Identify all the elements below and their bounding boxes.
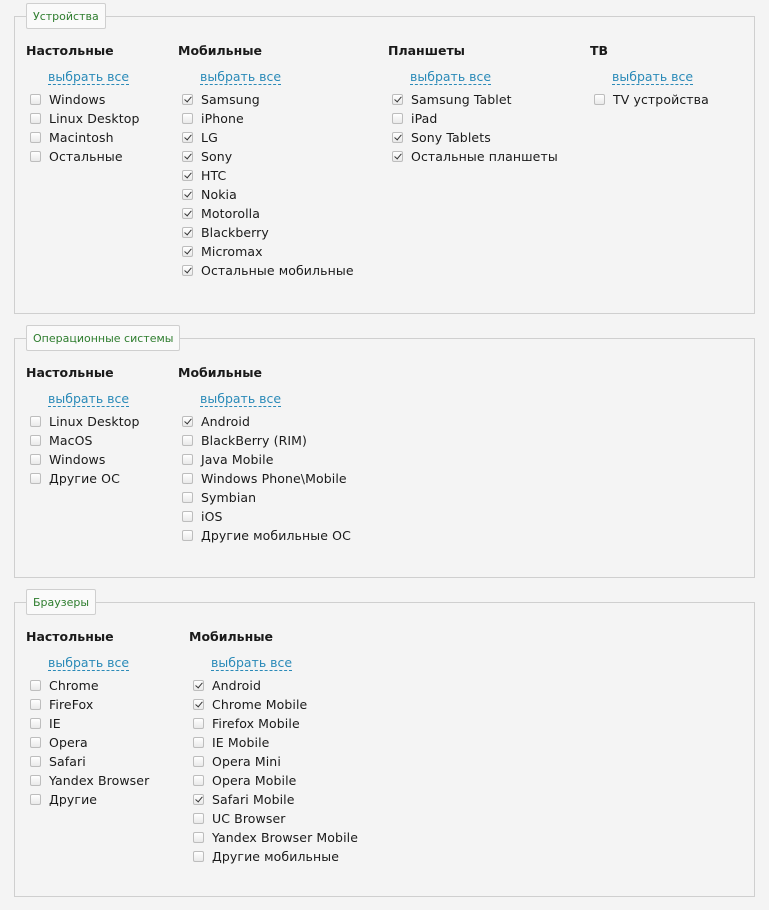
checkbox-unchecked[interactable]: [30, 132, 41, 143]
checkbox-item-другие-ос[interactable]: [30, 469, 140, 488]
checkbox-item-windows[interactable]: [30, 450, 140, 469]
checkbox-item-chrome[interactable]: [30, 676, 149, 695]
checkbox-item-windows[interactable]: [30, 90, 140, 109]
checkbox-unchecked[interactable]: [182, 435, 193, 446]
checkbox-item-safari[interactable]: [30, 752, 149, 771]
checkbox-label: MacOS: [49, 433, 93, 448]
checkbox-checked[interactable]: [182, 189, 193, 200]
checkbox-checked[interactable]: [193, 680, 204, 691]
checkbox-label: UC Browser: [212, 811, 286, 826]
checkbox-unchecked[interactable]: [30, 775, 41, 786]
checkbox-item-другие-мобильные[interactable]: [193, 847, 358, 866]
os-fieldset: [14, 332, 755, 578]
checkbox-item-linux-desktop[interactable]: [30, 412, 140, 431]
checkbox-label: Opera Mini: [212, 754, 281, 769]
checkbox-item-java-mobile[interactable]: [182, 450, 351, 469]
checkbox-label: Samsung: [201, 92, 260, 107]
checkbox-item-другие-мобильные-ос[interactable]: [182, 526, 351, 545]
select-all-link[interactable]: выбрать все: [410, 69, 492, 84]
select-all-link[interactable]: выбрать все: [200, 391, 282, 406]
os-legend: Операционные системы: [26, 325, 180, 351]
devices-legend: Устройства: [26, 3, 106, 29]
checkbox-checked[interactable]: [182, 94, 193, 105]
checkbox-label: Opera: [49, 735, 88, 750]
column-title: Мобильные: [189, 629, 273, 644]
checkbox-item-opera-mobile[interactable]: [193, 771, 358, 790]
checkbox-unchecked[interactable]: [594, 94, 605, 105]
checkbox-unchecked[interactable]: [193, 832, 204, 843]
checkbox-label: Другие ОС: [49, 471, 120, 486]
checkbox-item-android[interactable]: [193, 676, 358, 695]
column-title: Настольные: [26, 629, 114, 644]
checkbox-checked[interactable]: [182, 151, 193, 162]
checkbox-label: Остальные: [49, 149, 123, 164]
checkbox-label: Windows Phone\Mobile: [201, 471, 347, 486]
checkbox-label: FireFox: [49, 697, 94, 712]
column-title: Планшеты: [388, 43, 465, 58]
column-title: ТВ: [590, 43, 609, 58]
checkbox-label: Java Mobile: [201, 452, 274, 467]
checkbox-unchecked[interactable]: [30, 454, 41, 465]
checkbox-item-windows-phone-mobile[interactable]: [182, 469, 351, 488]
select-all-link[interactable]: выбрать все: [48, 391, 130, 406]
checkbox-item-macos[interactable]: [30, 431, 140, 450]
checkbox-unchecked[interactable]: [193, 718, 204, 729]
checkbox-item-motorolla[interactable]: [182, 204, 354, 223]
select-all-link[interactable]: выбрать все: [200, 69, 282, 84]
checkbox-label: Остальные планшеты: [411, 149, 558, 164]
checkbox-label: Opera Mobile: [212, 773, 297, 788]
checkbox-unchecked[interactable]: [30, 680, 41, 691]
checkbox-item-linux-desktop[interactable]: [30, 109, 140, 128]
checkbox-checked[interactable]: [182, 227, 193, 238]
checkbox-unchecked[interactable]: [193, 813, 204, 824]
checkbox-item-macintosh[interactable]: [30, 128, 140, 147]
checkbox-label: Macintosh: [49, 130, 114, 145]
checkbox-label: Linux Desktop: [49, 414, 140, 429]
checkbox-item-htc[interactable]: [182, 166, 354, 185]
checkbox-label: Yandex Browser Mobile: [212, 830, 359, 845]
checkbox-item-blackberry-rim[interactable]: [182, 431, 351, 450]
checkbox-list: [182, 412, 351, 545]
checkbox-list: [30, 676, 149, 809]
checkbox-item-firefox[interactable]: [30, 695, 149, 714]
checkbox-unchecked[interactable]: [193, 851, 204, 862]
checkbox-list: [594, 90, 709, 109]
checkbox-item-yandex-browser-mobile[interactable]: [193, 828, 358, 847]
checkbox-item-firefox-mobile[interactable]: [193, 714, 358, 733]
checkbox-checked[interactable]: [193, 794, 204, 805]
checkbox-checked[interactable]: [193, 699, 204, 710]
checkbox-item-symbian[interactable]: [182, 488, 351, 507]
checkbox-item-ipad[interactable]: [392, 109, 558, 128]
checkbox-item-tv-устройства[interactable]: [594, 90, 709, 109]
checkbox-checked[interactable]: [182, 265, 193, 276]
checkbox-checked[interactable]: [182, 170, 193, 181]
checkbox-list: [30, 90, 140, 166]
checkbox-unchecked[interactable]: [193, 775, 204, 786]
checkbox-item-android[interactable]: [182, 412, 351, 431]
checkbox-list: [193, 676, 358, 866]
browsers-legend: Браузеры: [26, 589, 96, 615]
checkbox-label: iOS: [201, 509, 223, 524]
checkbox-checked[interactable]: [182, 246, 193, 257]
checkbox-checked[interactable]: [182, 208, 193, 219]
checkbox-unchecked[interactable]: [182, 492, 193, 503]
devices-fieldset: [14, 10, 755, 314]
checkbox-unchecked[interactable]: [30, 473, 41, 484]
checkbox-label: Symbian: [201, 490, 257, 505]
checkbox-label: Safari Mobile: [212, 792, 295, 807]
checkbox-checked[interactable]: [392, 94, 403, 105]
checkbox-unchecked[interactable]: [30, 718, 41, 729]
checkbox-unchecked[interactable]: [30, 435, 41, 446]
checkbox-item-micromax[interactable]: [182, 242, 354, 261]
checkbox-item-ie-mobile[interactable]: [193, 733, 358, 752]
checkbox-label: Chrome: [49, 678, 99, 693]
checkbox-label: Windows: [49, 92, 106, 107]
checkbox-item-sony[interactable]: [182, 147, 354, 166]
checkbox-label: BlackBerry (RIM): [201, 433, 308, 448]
checkbox-label: Nokia: [201, 187, 237, 202]
column-title: Настольные: [26, 43, 114, 58]
checkbox-item-nokia[interactable]: [182, 185, 354, 204]
checkbox-list: [392, 90, 558, 166]
checkbox-label: Другие: [49, 792, 98, 807]
checkbox-label: Motorolla: [201, 206, 260, 221]
checkbox-unchecked[interactable]: [182, 454, 193, 465]
checkbox-unchecked[interactable]: [30, 756, 41, 767]
checkbox-unchecked[interactable]: [30, 737, 41, 748]
checkbox-item-blackberry[interactable]: [182, 223, 354, 242]
checkbox-unchecked[interactable]: [193, 756, 204, 767]
checkbox-unchecked[interactable]: [182, 473, 193, 484]
browsers-fieldset: [14, 596, 755, 897]
checkbox-item-uc-browser[interactable]: [193, 809, 358, 828]
checkbox-list: [182, 90, 354, 280]
checkbox-item-sony-tablets[interactable]: [392, 128, 558, 147]
checkbox-label: Android: [201, 414, 251, 429]
checkbox-unchecked[interactable]: [193, 737, 204, 748]
checkbox-unchecked[interactable]: [392, 113, 403, 124]
checkbox-checked[interactable]: [182, 416, 193, 427]
checkbox-checked[interactable]: [182, 132, 193, 143]
select-all-link[interactable]: выбрать все: [211, 655, 293, 670]
column-title: Мобильные: [178, 43, 262, 58]
checkbox-item-lg[interactable]: [182, 128, 354, 147]
checkbox-label: Другие мобильные: [212, 849, 340, 864]
checkbox-label: iPad: [411, 111, 438, 126]
checkbox-label: Остальные мобильные: [201, 263, 354, 278]
checkbox-checked[interactable]: [392, 132, 403, 143]
checkbox-item-samsung-tablet[interactable]: [392, 90, 558, 109]
checkbox-item-samsung[interactable]: [182, 90, 354, 109]
checkbox-unchecked[interactable]: [182, 511, 193, 522]
checkbox-unchecked[interactable]: [30, 699, 41, 710]
checkbox-item-chrome-mobile[interactable]: [193, 695, 358, 714]
checkbox-item-opera[interactable]: [30, 733, 149, 752]
checkbox-unchecked[interactable]: [30, 416, 41, 427]
checkbox-label: Micromax: [201, 244, 263, 259]
checkbox-unchecked[interactable]: [30, 151, 41, 162]
checkbox-label: IE Mobile: [212, 735, 270, 750]
checkbox-item-другие[interactable]: [30, 790, 149, 809]
checkbox-unchecked[interactable]: [30, 94, 41, 105]
checkbox-label: Sony: [201, 149, 233, 164]
checkbox-checked[interactable]: [392, 151, 403, 162]
checkbox-unchecked[interactable]: [182, 530, 193, 541]
column-title: Настольные: [26, 365, 114, 380]
checkbox-label: Другие мобильные ОС: [201, 528, 351, 543]
checkbox-label: IE: [49, 716, 61, 731]
checkbox-label: iPhone: [201, 111, 244, 126]
checkbox-list: [30, 412, 140, 488]
checkbox-label: Safari: [49, 754, 86, 769]
checkbox-label: Windows: [49, 452, 106, 467]
checkbox-item-iphone[interactable]: [182, 109, 354, 128]
checkbox-label: Yandex Browser: [49, 773, 150, 788]
checkbox-label: Blackberry: [201, 225, 269, 240]
select-all-link[interactable]: выбрать все: [612, 69, 694, 84]
checkbox-label: HTC: [201, 168, 227, 183]
checkbox-unchecked[interactable]: [30, 794, 41, 805]
checkbox-unchecked[interactable]: [30, 113, 41, 124]
checkbox-item-остальные-планшеты[interactable]: [392, 147, 558, 166]
select-all-link[interactable]: выбрать все: [48, 655, 130, 670]
checkbox-item-ie[interactable]: [30, 714, 149, 733]
column-title: Мобильные: [178, 365, 262, 380]
checkbox-label: Samsung Tablet: [411, 92, 512, 107]
checkbox-label: Linux Desktop: [49, 111, 140, 126]
checkbox-item-ios[interactable]: [182, 507, 351, 526]
checkbox-item-остальные[interactable]: [30, 147, 140, 166]
checkbox-label: Chrome Mobile: [212, 697, 308, 712]
checkbox-item-остальные-мобильные[interactable]: [182, 261, 354, 280]
checkbox-item-opera-mini[interactable]: [193, 752, 358, 771]
checkbox-unchecked[interactable]: [182, 113, 193, 124]
checkbox-label: TV устройства: [613, 92, 709, 107]
checkbox-label: Sony Tablets: [411, 130, 491, 145]
select-all-link[interactable]: выбрать все: [48, 69, 130, 84]
checkbox-label: Firefox Mobile: [212, 716, 300, 731]
checkbox-label: LG: [201, 130, 218, 145]
checkbox-label: Android: [212, 678, 262, 693]
checkbox-item-safari-mobile[interactable]: [193, 790, 358, 809]
checkbox-item-yandex-browser[interactable]: [30, 771, 149, 790]
